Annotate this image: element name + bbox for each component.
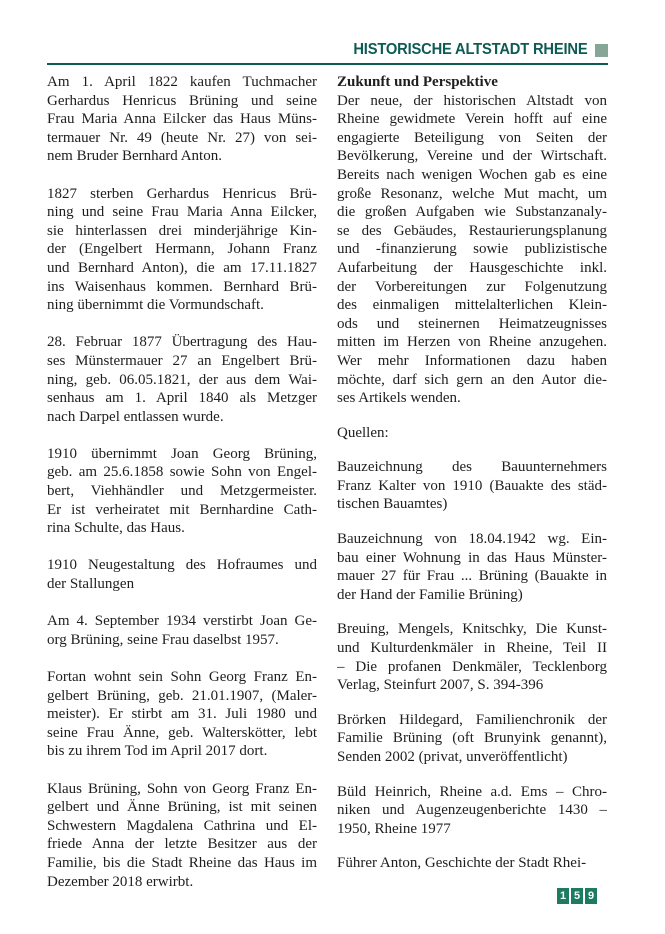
paragraph: [337, 620, 607, 694]
text-line: ning, geb. 06.05.1821, der aus dem Wai-: [47, 371, 317, 388]
page-number-digit: 1: [557, 888, 569, 904]
text-line: Am 1. April 1822 kaufen Tuchmacher: [47, 74, 317, 90]
text-line: sie hinterlassen drei minderjährige Kin-: [47, 222, 317, 239]
text-line: 1827 sterben Gerhardus Henricus Brü-: [47, 185, 317, 202]
text-line: mauer 27 für Frau ... Brüning (Bauakte in: [337, 568, 607, 585]
text-line: engagierte Beteiligung von Seiten der: [337, 129, 607, 146]
text-line: Bauzeichnung von 18.04.1942 wg. Ein-: [337, 531, 607, 548]
right-column: [337, 73, 607, 891]
page-number-digit: 9: [585, 888, 597, 904]
text-line: – Die profanen Denkmäler, Tecklenborg: [337, 658, 607, 675]
text-line: meister). Er stirbt am 31. Juli 1980 und: [47, 706, 317, 723]
paragraph: [337, 783, 607, 839]
paragraph: [337, 854, 607, 873]
text-line: Senden 2002 (privat, unveröffentlicht): [337, 749, 568, 765]
text-line: bis zu ihrem Tod im April 2017 dort.: [47, 743, 268, 760]
text-line: ses Artikels wenden.: [337, 390, 461, 407]
text-line: Verlag, Steinfurt 2007, S. 394-396: [337, 677, 544, 694]
text-columns: [47, 73, 607, 891]
text-line: der Vorbereitungen zur Folgenutzung: [337, 278, 607, 295]
text-line: bert, Viehhändler und Metzgermeister.: [47, 483, 317, 500]
text-line: org Brüning, seine Frau daselbst 1957.: [47, 631, 279, 648]
paragraph: [337, 711, 607, 767]
header-title: HISTORISCHE ALTSTADT RHEINE: [352, 41, 587, 58]
text-line: Brörken Hildegard, Familienchronik der: [337, 711, 607, 728]
text-line: nem Bruder Bernhard Anton.: [47, 148, 222, 165]
paragraph: [337, 424, 607, 443]
text-line: des einmaligen mittelalterlichen Klein-: [337, 297, 607, 314]
text-line: der (Engelbert Hermann, Johann Franz: [47, 241, 317, 258]
paragraph: [47, 780, 317, 892]
text-line: Der neue, der historischen Altstadt von: [337, 92, 607, 109]
text-line: Bereits nach wenigen Wochen gab es eine: [337, 166, 607, 183]
text-line: 1950, Rheine 1977: [337, 820, 451, 837]
text-line: ning und seine Frau Maria Anna Eilcker,: [47, 204, 317, 221]
paragraph: [47, 333, 317, 426]
page-number: [557, 888, 597, 904]
text-line: Dezember 2018 erwirbt.: [47, 873, 194, 890]
text-line: rina Schulte, das Haus.: [47, 520, 185, 537]
page-number-digit: 5: [571, 888, 583, 904]
text-line: Quellen:: [337, 424, 389, 441]
text-line: Gerhardus Henricus Brüning und seine: [47, 92, 317, 109]
paragraph: [47, 612, 317, 649]
text-line: Am 4. September 1934 verstirbt Joan Ge-: [47, 613, 317, 630]
text-line: geb. am 25.6.1858 sowie Sohn von Engel-: [47, 464, 317, 481]
page-header: [47, 40, 608, 60]
paragraph: [47, 185, 317, 315]
text-line: möchte, darf sich gern an den Autor die-: [337, 371, 607, 388]
text-line: große Resonanz, welche Mut macht, um: [337, 185, 607, 202]
text-line: bau einer Wohnung in das Haus Münster-: [337, 549, 607, 566]
text-line: der Stallungen: [47, 576, 135, 593]
text-line: der Hand der Familie Brüning): [337, 586, 523, 603]
text-line: Frau Maria Anna Eilcker das Haus Müns-: [47, 111, 317, 128]
header-accent-square-icon: [595, 44, 608, 57]
paragraph: [47, 556, 317, 593]
text-line: se des Gebäudes, Restaurierungsplanung: [337, 222, 607, 239]
text-line: ses Münstermauer 27 an Engelbert Brü-: [47, 352, 317, 369]
text-line: und Bernhard Anton), die am 17.11.1827: [47, 259, 317, 276]
text-line: gelbert Brüning, geb. 21.01.1907, (Maler-: [47, 687, 317, 704]
text-line: Familie, bis die Stadt Rheine das Haus im: [47, 854, 317, 871]
text-line: friede Anna der letzte Besitzer aus der: [47, 836, 317, 853]
paragraph: [337, 458, 607, 514]
paragraph: [47, 73, 317, 166]
text-line: termauer Nr. 49 (heute Nr. 27) von sei-: [47, 129, 317, 146]
text-line: seine Frau Änne, geb. Walterskötter, lebt: [47, 724, 317, 741]
text-line: Aufarbeitung der Hausgeschichte inkl.: [337, 259, 607, 276]
text-line: Klaus Brüning, Sohn von Georg Franz En-: [47, 780, 317, 797]
text-line: Breuing, Mengels, Knitschky, Die Kunst-: [337, 621, 607, 638]
text-line: ning übernimmt die Vormundschaft.: [47, 297, 264, 314]
text-line: Fortan wohnt sein Sohn Georg Franz En-: [47, 669, 317, 685]
header-rule: [47, 63, 608, 65]
paragraph: [47, 445, 317, 538]
text-line: Bevölkerung, Vereine und der Wirtschaft.: [337, 148, 607, 165]
text-line: ins Waisenhaus kommen. Bernhard Brü-: [47, 278, 317, 295]
text-line: senhaus am 1. April 1840 als Metzger: [47, 390, 317, 407]
text-line: gelbert und Änne Brüning, ist mit seinen: [47, 799, 317, 816]
text-line: 1910 übernimmt Joan Georg Brüning,: [47, 445, 317, 462]
text-line: ods und steinernen Heimatzeugnisses: [337, 315, 607, 332]
paragraph: [47, 668, 317, 761]
paragraph: [337, 73, 607, 408]
text-line: 1910 Neugestaltung des Hofraumes und: [47, 557, 317, 574]
text-line: Führer Anton, Geschichte der Stadt Rhei-: [337, 855, 587, 872]
section-heading: Zukunft und Perspektive: [337, 74, 498, 90]
text-line: Büld Heinrich, Rheine a.d. Ems – Chro-: [337, 783, 607, 800]
text-line: und Kulturdenkmäler in Rheine, Teil II: [337, 640, 607, 657]
text-line: tischen Bauamtes): [337, 496, 448, 513]
text-line: Schwestern Magdalena Cathrina und El-: [47, 817, 317, 834]
text-line: Bauzeichnung des Bauunternehmers: [337, 459, 607, 476]
text-line: und -finanzierung sowie publizistische: [337, 241, 607, 258]
text-line: nach Darpel entlassen wurde.: [47, 408, 224, 425]
text-line: die großen Aufgaben wie Substanzanaly-: [337, 204, 607, 221]
left-column: [47, 73, 317, 891]
text-line: mitten im Herzen von Rheine anzugehen.: [337, 334, 607, 351]
text-line: Rheine gewidmete Verein hofft auf eine: [337, 111, 607, 128]
text-line: Franz Kalter von 1910 (Bauakte des städ-: [337, 477, 607, 494]
text-line: niken und Augenzeugenberichte 1430 –: [337, 802, 607, 819]
paragraph: [337, 530, 607, 604]
text-line: Familie Brüning (oft Brunyink genannt),: [337, 730, 607, 747]
text-line: 28. Februar 1877 Übertragung des Hau-: [47, 334, 317, 351]
text-line: Er ist verheiratet mit Bernhardine Cath-: [47, 501, 317, 518]
text-line: Wer mehr Informationen dazu haben: [337, 352, 607, 369]
